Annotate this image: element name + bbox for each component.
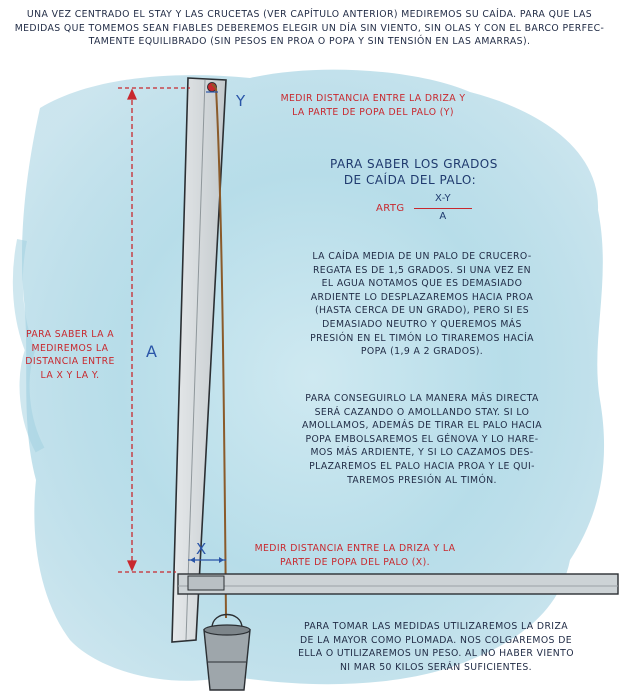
paragraph-stay-line: PARA CONSEGUIRLO LA MANERA MÁS DIRECTA xyxy=(305,393,539,404)
formula-numerator: X-Y xyxy=(434,193,452,204)
paragraph-caida-line: (HASTA CERCA DE UN GRADO), PERO SI ES xyxy=(314,305,530,317)
fraction-bar xyxy=(414,208,472,209)
note-a-line: PARA SABER LA A xyxy=(26,329,114,340)
formula-heading xyxy=(330,156,498,188)
formula-func: ARTG xyxy=(376,203,405,214)
paragraph-stay xyxy=(290,392,554,487)
paragraph-caida-line: REGATA ES DE 1,5 GRADOS. SI UNA VEZ EN xyxy=(312,264,532,276)
boom xyxy=(178,574,618,594)
note-x-line: MEDIR DISTANCIA ENTRE LA DRIZA Y LA xyxy=(254,543,456,554)
formula-heading-line: PARA SABER LOS GRADOS xyxy=(330,157,498,171)
paragraph-caida-line: POPA (1,9 A 2 GRADOS). xyxy=(360,346,484,358)
paragraph-medidas-line: DE LA MAYOR COMO PLOMADA. NOS COLGAREMOS DE xyxy=(299,634,573,646)
gooseneck xyxy=(188,576,224,590)
label-y: Y xyxy=(236,92,246,110)
label-a: A xyxy=(146,342,157,361)
note-a-line: LA X Y LA Y. xyxy=(40,369,100,381)
note-x-line: PARTE DE POPA DEL PALO (X). xyxy=(280,556,430,568)
paragraph-stay-line: POPA EMBOLSAREMOS EL GÉNOVA Y LO HARE- xyxy=(305,433,539,445)
intro-line: MEDIDAS QUE TOMEMOS SEAN FIABLES DEBEREMOS ELEGIR UN DÍA SIN VIENTO, SIN OLAS Y CON EL BARCO PERFEC- xyxy=(14,22,605,34)
paragraph-medidas xyxy=(276,620,596,674)
note-a-line: MEDIREMOS LA xyxy=(31,342,109,354)
paragraph-caida-line: LA CAÍDA MEDIA DE UN PALO DE CRUCERO- xyxy=(312,251,532,262)
formula-denominator: A xyxy=(439,211,447,222)
paragraph-medidas-line: NI MAR 50 KILOS SERÁN SUFICIENTES. xyxy=(339,661,533,673)
paragraph-stay-line: TAREMOS PRESIÓN AL TIMÓN. xyxy=(347,474,497,486)
intro-line: TAMENTE EQUILIBRADO (SIN PESOS EN PROA O POPA Y SIN TENSIÓN EN LAS AMARRAS). xyxy=(88,36,531,48)
formula xyxy=(376,192,486,228)
paragraph-medidas-line: ELLA O UTILIZAREMOS UN PESO. AL NO HABER VIENTO xyxy=(298,648,574,660)
paragraph-stay-line: SERÁ CAZANDO O AMOLLANDO STAY. SI LO xyxy=(314,406,530,418)
paragraph-caida-line: ARDIENTE LO DESPLAZAREMOS HACIA PROA xyxy=(310,291,534,303)
paragraph-medidas-line: PARA TOMAR LAS MEDIDAS UTILIZAREMOS LA DRIZA xyxy=(304,621,568,632)
paragraph-stay-line: AMOLLAMOS, ADEMÁS DE TIRAR EL PALO HACIA xyxy=(302,420,542,432)
formula-heading-line: DE CAÍDA DEL PALO: xyxy=(343,173,477,187)
paragraph-caida-line: EL AGUA NOTAMOS QUE ES DEMASIADO xyxy=(321,278,523,290)
bucket-weight-icon xyxy=(204,615,250,691)
note-x xyxy=(240,542,470,569)
label-x: X xyxy=(196,540,207,558)
note-y xyxy=(268,92,478,119)
note-y-line: MEDIR DISTANCIA ENTRE LA DRIZA Y xyxy=(280,93,466,104)
note-a-line: DISTANCIA ENTRE xyxy=(25,356,115,368)
paragraph-caida-line: DEMASIADO NEUTRO Y QUEREMOS MÁS xyxy=(322,318,522,330)
note-y-line: LA PARTE DE POPA DEL PALO (Y) xyxy=(292,106,454,118)
intro-paragraph xyxy=(6,8,613,49)
paragraph-caida-line: PRESIÓN EN EL TIMÓN LO TIRAREMOS HACÍA xyxy=(310,332,534,344)
paragraph-stay-line: PLAZAREMOS EL PALO HACIA PROA Y LE QUI- xyxy=(309,460,535,472)
intro-line: UNA VEZ CENTRADO EL STAY Y LAS CRUCETAS (VER CAPÍTULO ANTERIOR) MEDIREMOS SU CAÍDA. PARA QUE LAS xyxy=(26,9,593,20)
paragraph-caida xyxy=(292,250,552,359)
paragraph-stay-line: MOS MÁS ARDIENTE, Y SI LO CAZAMOS DES- xyxy=(310,447,534,459)
note-a xyxy=(18,328,122,382)
